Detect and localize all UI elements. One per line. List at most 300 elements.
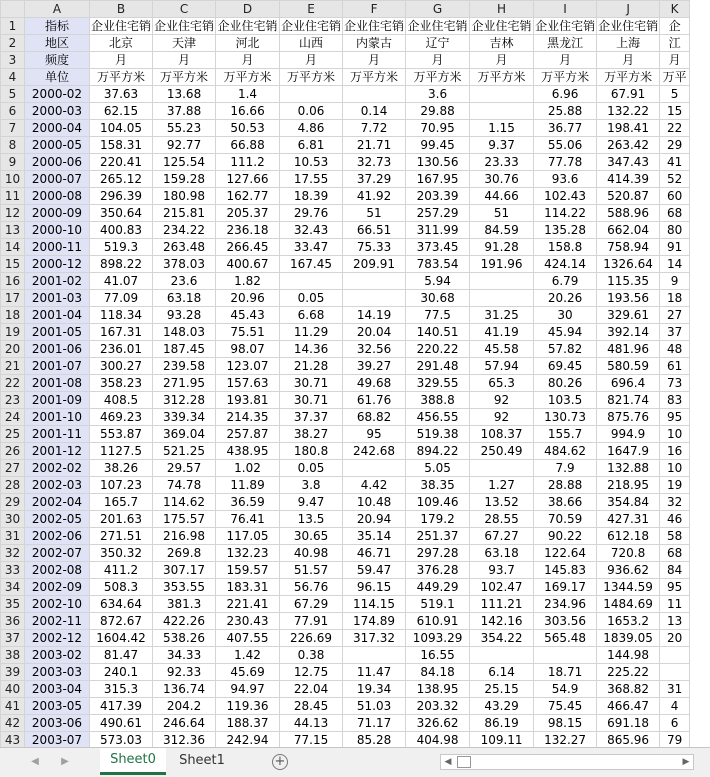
data-cell[interactable]: 68 [660, 205, 690, 222]
column-header[interactable]: G [406, 1, 470, 18]
data-cell[interactable]: 56.76 [280, 579, 343, 596]
data-cell[interactable]: 118.34 [90, 307, 153, 324]
row-header[interactable]: 1 [1, 18, 25, 35]
data-cell[interactable]: 271.51 [90, 528, 153, 545]
data-cell[interactable]: 万平方米 [216, 69, 280, 86]
row-label-cell[interactable]: 2000-09 [25, 205, 90, 222]
data-cell[interactable]: 企 [660, 18, 690, 35]
row-label-cell[interactable]: 2000-04 [25, 120, 90, 137]
data-cell[interactable] [343, 86, 406, 103]
data-cell[interactable]: 90.22 [534, 528, 597, 545]
data-cell[interactable]: 95 [343, 426, 406, 443]
row-label-cell[interactable]: 2002-11 [25, 613, 90, 630]
column-header[interactable]: B [90, 1, 153, 18]
data-cell[interactable]: 52 [660, 171, 690, 188]
data-cell[interactable]: 9.37 [470, 137, 534, 154]
row-label-cell[interactable]: 2002-09 [25, 579, 90, 596]
data-cell[interactable]: 358.23 [90, 375, 153, 392]
data-cell[interactable]: 4.86 [280, 120, 343, 137]
data-cell[interactable]: 132.22 [597, 103, 660, 120]
data-cell[interactable]: 15 [660, 103, 690, 120]
row-label-cell[interactable]: 2003-06 [25, 715, 90, 732]
column-header[interactable]: C [153, 1, 216, 18]
data-cell[interactable]: 240.1 [90, 664, 153, 681]
data-cell[interactable]: 41 [660, 154, 690, 171]
data-cell[interactable]: 13.68 [153, 86, 216, 103]
row-label-cell[interactable]: 2001-08 [25, 375, 90, 392]
data-cell[interactable] [534, 647, 597, 664]
data-cell[interactable]: 1653.2 [597, 613, 660, 630]
data-cell[interactable]: 662.04 [597, 222, 660, 239]
data-cell[interactable]: 179.2 [406, 511, 470, 528]
data-cell[interactable]: 198.41 [597, 120, 660, 137]
data-cell[interactable]: 230.43 [216, 613, 280, 630]
prev-sheet-icon[interactable]: ◀ [31, 756, 39, 767]
row-label-cell[interactable]: 2002-08 [25, 562, 90, 579]
data-cell[interactable]: 404.98 [406, 732, 470, 748]
data-cell[interactable]: 16.55 [406, 647, 470, 664]
data-cell[interactable]: 4.42 [343, 477, 406, 494]
row-header[interactable]: 38 [1, 647, 25, 664]
data-cell[interactable]: 38.26 [90, 460, 153, 477]
data-cell[interactable]: 239.58 [153, 358, 216, 375]
data-cell[interactable]: 45.58 [470, 341, 534, 358]
data-cell[interactable]: 520.87 [597, 188, 660, 205]
row-header[interactable]: 43 [1, 732, 25, 748]
data-cell[interactable]: 月 [216, 52, 280, 69]
data-cell[interactable]: 392.14 [597, 324, 660, 341]
data-cell[interactable]: 311.99 [406, 222, 470, 239]
row-label-cell[interactable]: 2001-04 [25, 307, 90, 324]
data-cell[interactable]: 84 [660, 562, 690, 579]
data-cell[interactable]: 1647.9 [597, 443, 660, 460]
data-cell[interactable]: 132.27 [534, 732, 597, 748]
data-cell[interactable]: 63.18 [470, 545, 534, 562]
data-cell[interactable]: 1.15 [470, 120, 534, 137]
data-cell[interactable]: 158.8 [534, 239, 597, 256]
data-cell[interactable]: 93.6 [534, 171, 597, 188]
data-cell[interactable]: 102.47 [470, 579, 534, 596]
data-cell[interactable]: 12.75 [280, 664, 343, 681]
data-cell[interactable]: 519.3 [90, 239, 153, 256]
data-cell[interactable]: 19 [660, 477, 690, 494]
data-cell[interactable]: 61.76 [343, 392, 406, 409]
data-cell[interactable]: 135.28 [534, 222, 597, 239]
data-cell[interactable]: 376.28 [406, 562, 470, 579]
data-cell[interactable]: 162.77 [216, 188, 280, 205]
row-label-cell[interactable]: 2000-02 [25, 86, 90, 103]
data-cell[interactable]: 519.38 [406, 426, 470, 443]
data-cell[interactable]: 38.35 [406, 477, 470, 494]
data-cell[interactable]: 84.18 [406, 664, 470, 681]
data-cell[interactable]: 315.3 [90, 681, 153, 698]
row-header[interactable]: 24 [1, 409, 25, 426]
data-cell[interactable]: 83 [660, 392, 690, 409]
data-cell[interactable]: 329.55 [406, 375, 470, 392]
data-cell[interactable]: 300.27 [90, 358, 153, 375]
data-cell[interactable]: 14 [660, 256, 690, 273]
tab-sheet0[interactable]: Sheet0 [100, 748, 166, 775]
row-label-cell[interactable]: 2002-06 [25, 528, 90, 545]
data-cell[interactable]: 580.59 [597, 358, 660, 375]
data-cell[interactable]: 1.02 [216, 460, 280, 477]
data-cell[interactable]: 553.87 [90, 426, 153, 443]
data-cell[interactable]: 20.96 [216, 290, 280, 307]
row-label-cell[interactable]: 2000-08 [25, 188, 90, 205]
data-cell[interactable]: 37.29 [343, 171, 406, 188]
data-cell[interactable]: 1127.5 [90, 443, 153, 460]
data-cell[interactable]: 企业住宅销 [598, 19, 659, 33]
data-cell[interactable]: 373.45 [406, 239, 470, 256]
row-label-cell[interactable]: 2000-10 [25, 222, 90, 239]
data-cell[interactable]: 黑龙江 [534, 35, 597, 52]
data-cell[interactable]: 66.88 [216, 137, 280, 154]
data-cell[interactable]: 169.17 [534, 579, 597, 596]
data-cell[interactable]: 16 [660, 443, 690, 460]
data-cell[interactable]: 157.63 [216, 375, 280, 392]
data-cell[interactable]: 万平方米 [406, 69, 470, 86]
data-cell[interactable]: 388.8 [406, 392, 470, 409]
data-cell[interactable]: 519.1 [406, 596, 470, 613]
data-cell[interactable]: 43.29 [470, 698, 534, 715]
row-header[interactable]: 2 [1, 35, 25, 52]
row-header[interactable]: 15 [1, 256, 25, 273]
data-cell[interactable]: 51 [470, 205, 534, 222]
data-cell[interactable]: 68.82 [343, 409, 406, 426]
column-header[interactable]: K [660, 1, 690, 18]
data-cell[interactable]: 32.43 [280, 222, 343, 239]
data-cell[interactable]: 38.66 [534, 494, 597, 511]
data-cell[interactable]: 22 [660, 120, 690, 137]
data-cell[interactable]: 16.66 [216, 103, 280, 120]
data-cell[interactable]: 19.34 [343, 681, 406, 698]
data-cell[interactable]: 5.94 [406, 273, 470, 290]
data-cell[interactable]: 77.78 [534, 154, 597, 171]
data-cell[interactable]: 296.39 [90, 188, 153, 205]
data-cell[interactable]: 108.37 [470, 426, 534, 443]
data-cell[interactable]: 万平方米 [534, 69, 597, 86]
data-cell[interactable]: 140.51 [406, 324, 470, 341]
data-cell[interactable]: 32.56 [343, 341, 406, 358]
data-cell[interactable]: 67.29 [280, 596, 343, 613]
data-cell[interactable]: 50.53 [216, 120, 280, 137]
row-header[interactable]: 10 [1, 171, 25, 188]
data-cell[interactable]: 6 [660, 715, 690, 732]
data-cell[interactable]: 242.68 [343, 443, 406, 460]
data-cell[interactable]: 898.22 [90, 256, 153, 273]
data-cell[interactable]: 142.16 [470, 613, 534, 630]
data-cell[interactable]: 994.9 [597, 426, 660, 443]
data-cell[interactable]: 92 [470, 409, 534, 426]
data-cell[interactable]: 企业住宅销 [407, 19, 468, 33]
data-cell[interactable]: 31.25 [470, 307, 534, 324]
row-label-cell[interactable]: 2003-02 [25, 647, 90, 664]
data-cell[interactable]: 1093.29 [406, 630, 470, 647]
data-cell[interactable]: 114.62 [153, 494, 216, 511]
data-cell[interactable]: 875.76 [597, 409, 660, 426]
data-cell[interactable]: 34.33 [153, 647, 216, 664]
data-cell[interactable]: 221.41 [216, 596, 280, 613]
data-cell[interactable] [660, 664, 690, 681]
data-cell[interactable]: 9.47 [280, 494, 343, 511]
data-cell[interactable]: 51.57 [280, 562, 343, 579]
data-cell[interactable]: 381.3 [153, 596, 216, 613]
data-cell[interactable]: 234.96 [534, 596, 597, 613]
data-cell[interactable]: 191.96 [470, 256, 534, 273]
data-cell[interactable]: 万平方米 [90, 69, 153, 86]
data-cell[interactable]: 62.15 [90, 103, 153, 120]
data-cell[interactable] [470, 103, 534, 120]
data-cell[interactable]: 31 [660, 681, 690, 698]
data-cell[interactable]: 368.82 [597, 681, 660, 698]
data-cell[interactable]: 821.74 [597, 392, 660, 409]
row-header[interactable]: 9 [1, 154, 25, 171]
data-cell[interactable]: 317.32 [343, 630, 406, 647]
data-cell[interactable]: 13 [660, 613, 690, 630]
data-cell[interactable]: 92.77 [153, 137, 216, 154]
data-cell[interactable]: 484.62 [534, 443, 597, 460]
data-cell[interactable]: 3.8 [280, 477, 343, 494]
data-cell[interactable]: 145.83 [534, 562, 597, 579]
data-cell[interactable]: 538.26 [153, 630, 216, 647]
data-cell[interactable]: 95 [660, 579, 690, 596]
data-cell[interactable]: 月 [406, 52, 470, 69]
column-header[interactable]: D [216, 1, 280, 18]
data-cell[interactable]: 91.28 [470, 239, 534, 256]
data-cell[interactable]: 136.74 [153, 681, 216, 698]
data-cell[interactable]: 3.6 [406, 86, 470, 103]
data-cell[interactable]: 25.15 [470, 681, 534, 698]
data-cell[interactable]: 588.96 [597, 205, 660, 222]
data-cell[interactable]: 71.17 [343, 715, 406, 732]
data-cell[interactable]: 月 [660, 52, 690, 69]
data-cell[interactable]: 438.95 [216, 443, 280, 460]
data-cell[interactable]: 400.67 [216, 256, 280, 273]
data-cell[interactable]: 1839.05 [597, 630, 660, 647]
row-header[interactable]: 29 [1, 494, 25, 511]
data-cell[interactable]: 29.88 [406, 103, 470, 120]
column-header[interactable]: I [534, 1, 597, 18]
data-cell[interactable]: 11.29 [280, 324, 343, 341]
data-cell[interactable]: 69.45 [534, 358, 597, 375]
row-header[interactable]: 8 [1, 137, 25, 154]
row-header[interactable]: 20 [1, 341, 25, 358]
data-cell[interactable]: 25.88 [534, 103, 597, 120]
data-cell[interactable]: 350.32 [90, 545, 153, 562]
column-header[interactable]: A [25, 1, 90, 18]
data-cell[interactable]: 67.91 [597, 86, 660, 103]
data-cell[interactable]: 1326.64 [597, 256, 660, 273]
data-cell[interactable]: 218.95 [597, 477, 660, 494]
data-cell[interactable]: 263.48 [153, 239, 216, 256]
data-cell[interactable]: 1.27 [470, 477, 534, 494]
data-cell[interactable]: 408.5 [90, 392, 153, 409]
data-cell[interactable]: 44.66 [470, 188, 534, 205]
data-cell[interactable]: 吉林 [470, 35, 534, 52]
data-cell[interactable]: 11.89 [216, 477, 280, 494]
data-cell[interactable]: 49.68 [343, 375, 406, 392]
data-cell[interactable]: 54.9 [534, 681, 597, 698]
row-header[interactable]: 22 [1, 375, 25, 392]
data-cell[interactable]: 77.5 [406, 307, 470, 324]
data-cell[interactable]: 55.23 [153, 120, 216, 137]
row-label-cell[interactable]: 指标 [25, 18, 90, 35]
data-cell[interactable]: 月 [343, 52, 406, 69]
row-header[interactable]: 25 [1, 426, 25, 443]
data-cell[interactable]: 79 [660, 732, 690, 748]
data-cell[interactable]: 220.41 [90, 154, 153, 171]
data-cell[interactable]: 165.7 [90, 494, 153, 511]
row-label-cell[interactable]: 2003-04 [25, 681, 90, 698]
row-header[interactable]: 30 [1, 511, 25, 528]
data-cell[interactable]: 29.76 [280, 205, 343, 222]
data-cell[interactable]: 6.96 [534, 86, 597, 103]
scroll-right-icon[interactable]: ▶ [682, 757, 690, 767]
data-cell[interactable]: 18.39 [280, 188, 343, 205]
data-cell[interactable]: 326.62 [406, 715, 470, 732]
data-cell[interactable]: 783.54 [406, 256, 470, 273]
data-cell[interactable]: 1.42 [216, 647, 280, 664]
data-cell[interactable]: 269.8 [153, 545, 216, 562]
row-label-cell[interactable]: 2002-03 [25, 477, 90, 494]
data-cell[interactable]: 85.28 [343, 732, 406, 748]
data-cell[interactable]: 122.64 [534, 545, 597, 562]
scrollbar-thumb[interactable] [457, 756, 471, 768]
data-cell[interactable]: 209.91 [343, 256, 406, 273]
data-cell[interactable]: 872.67 [90, 613, 153, 630]
data-cell[interactable]: 130.73 [534, 409, 597, 426]
data-cell[interactable]: 424.14 [534, 256, 597, 273]
data-cell[interactable]: 132.23 [216, 545, 280, 562]
data-cell[interactable]: 30 [534, 307, 597, 324]
data-cell[interactable]: 111.2 [216, 154, 280, 171]
data-cell[interactable]: 936.62 [597, 562, 660, 579]
data-cell[interactable]: 45.94 [534, 324, 597, 341]
data-cell[interactable]: 75.51 [216, 324, 280, 341]
data-cell[interactable]: 307.17 [153, 562, 216, 579]
data-cell[interactable]: 205.37 [216, 205, 280, 222]
data-cell[interactable]: 10.53 [280, 154, 343, 171]
data-cell[interactable]: 77.15 [280, 732, 343, 748]
row-header[interactable]: 12 [1, 205, 25, 222]
data-cell[interactable]: 203.32 [406, 698, 470, 715]
data-cell[interactable]: 41.92 [343, 188, 406, 205]
column-header[interactable]: E [280, 1, 343, 18]
row-header[interactable]: 35 [1, 596, 25, 613]
data-cell[interactable]: 月 [470, 52, 534, 69]
data-cell[interactable]: 257.29 [406, 205, 470, 222]
data-cell[interactable]: 104.05 [90, 120, 153, 137]
data-cell[interactable]: 201.63 [90, 511, 153, 528]
data-cell[interactable]: 214.35 [216, 409, 280, 426]
row-label-cell[interactable]: 2002-12 [25, 630, 90, 647]
data-cell[interactable]: 521.25 [153, 443, 216, 460]
row-label-cell[interactable]: 2002-02 [25, 460, 90, 477]
data-cell[interactable]: 企业住宅销 [154, 19, 215, 33]
data-cell[interactable]: 234.22 [153, 222, 216, 239]
row-header[interactable]: 26 [1, 443, 25, 460]
data-cell[interactable]: 107.23 [90, 477, 153, 494]
data-cell[interactable]: 180.98 [153, 188, 216, 205]
data-cell[interactable]: 18 [660, 290, 690, 307]
data-cell[interactable]: 18.71 [534, 664, 597, 681]
data-cell[interactable]: 22.04 [280, 681, 343, 698]
data-cell[interactable]: 20 [660, 630, 690, 647]
row-label-cell[interactable]: 2001-02 [25, 273, 90, 290]
data-cell[interactable]: 81.47 [90, 647, 153, 664]
data-cell[interactable]: 65.3 [470, 375, 534, 392]
row-label-cell[interactable]: 2001-07 [25, 358, 90, 375]
data-cell[interactable]: 57.94 [470, 358, 534, 375]
row-header[interactable]: 37 [1, 630, 25, 647]
data-cell[interactable]: 132.88 [597, 460, 660, 477]
data-cell[interactable]: 35.14 [343, 528, 406, 545]
row-label-cell[interactable]: 2000-06 [25, 154, 90, 171]
data-cell[interactable]: 月 [280, 52, 343, 69]
data-cell[interactable]: 48 [660, 341, 690, 358]
row-label-cell[interactable]: 2001-03 [25, 290, 90, 307]
data-cell[interactable]: 37.37 [280, 409, 343, 426]
data-cell[interactable]: 691.18 [597, 715, 660, 732]
data-cell[interactable]: 1604.42 [90, 630, 153, 647]
row-header[interactable]: 34 [1, 579, 25, 596]
row-label-cell[interactable]: 2002-05 [25, 511, 90, 528]
row-label-cell[interactable]: 2003-03 [25, 664, 90, 681]
data-cell[interactable]: 216.98 [153, 528, 216, 545]
data-cell[interactable]: 329.61 [597, 307, 660, 324]
data-cell[interactable]: 95 [660, 409, 690, 426]
row-label-cell[interactable]: 地区 [25, 35, 90, 52]
row-header[interactable]: 32 [1, 545, 25, 562]
data-cell[interactable]: 1484.69 [597, 596, 660, 613]
data-cell[interactable]: 312.36 [153, 732, 216, 748]
add-sheet-icon[interactable]: + [272, 754, 288, 770]
row-header[interactable]: 42 [1, 715, 25, 732]
data-cell[interactable]: 10.48 [343, 494, 406, 511]
data-cell[interactable]: 17.55 [280, 171, 343, 188]
data-cell[interactable]: 30.71 [280, 375, 343, 392]
data-cell[interactable]: 江 [660, 35, 690, 52]
data-cell[interactable]: 11 [660, 596, 690, 613]
data-cell[interactable]: 天津 [153, 35, 216, 52]
data-cell[interactable]: 758.94 [597, 239, 660, 256]
data-cell[interactable] [470, 86, 534, 103]
data-cell[interactable]: 167.45 [280, 256, 343, 273]
row-header[interactable]: 33 [1, 562, 25, 579]
data-cell[interactable]: 67.27 [470, 528, 534, 545]
data-cell[interactable]: 236.18 [216, 222, 280, 239]
row-label-cell[interactable]: 2000-05 [25, 137, 90, 154]
data-cell[interactable]: 123.07 [216, 358, 280, 375]
data-cell[interactable]: 30.76 [470, 171, 534, 188]
data-cell[interactable]: 75.45 [534, 698, 597, 715]
data-cell[interactable]: 1.82 [216, 273, 280, 290]
data-cell[interactable]: 175.57 [153, 511, 216, 528]
data-cell[interactable]: 36.59 [216, 494, 280, 511]
data-cell[interactable]: 339.34 [153, 409, 216, 426]
data-cell[interactable] [343, 647, 406, 664]
data-cell[interactable]: 70.59 [534, 511, 597, 528]
horizontal-scrollbar[interactable] [440, 754, 694, 770]
data-cell[interactable]: 266.45 [216, 239, 280, 256]
data-cell[interactable]: 894.22 [406, 443, 470, 460]
data-cell[interactable]: 407.55 [216, 630, 280, 647]
data-cell[interactable]: 400.83 [90, 222, 153, 239]
data-cell[interactable]: 企业住宅销 [281, 19, 342, 33]
data-cell[interactable]: 10 [660, 460, 690, 477]
data-cell[interactable]: 350.64 [90, 205, 153, 222]
data-cell[interactable]: 14.19 [343, 307, 406, 324]
